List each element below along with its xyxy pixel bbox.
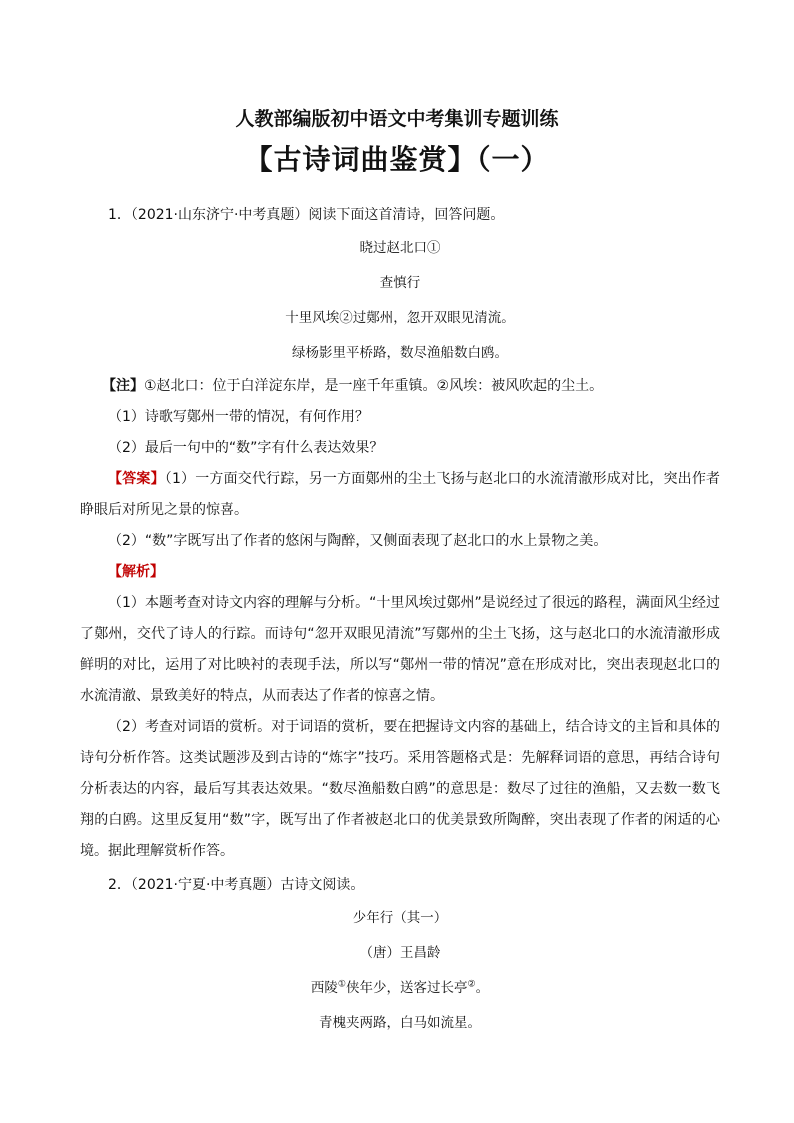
footnote-mark: ① — [337, 979, 346, 990]
page-title: 【古诗词曲鉴赏】（一） — [244, 143, 550, 176]
note-label: 【注】 — [102, 378, 144, 394]
q2-poem-line-1 — [80, 971, 720, 1006]
q1-answer — [80, 464, 720, 526]
q1-poem-line-1: 十里风埃②过鄚州，忽开双眼见清流。 — [285, 310, 515, 326]
q1-sub-question-1: （1）诗歌写鄚州一带的情况，有何作用？ — [108, 409, 369, 425]
analysis-label: 【解析】 — [108, 564, 164, 580]
q1-analysis-1: （1）本题考查对诗文内容的理解与分析。“十里风埃过鄚州”是说经过了很远的路程，满面风尘经过了鄚州，交代了诗人的行踪。而诗句“忽开双眼见清流”写鄚州的尘土飞扬，这与赵北口的水流清澈形成鲜明的对比，运用了对比映衬的表现手法，所以写“鄚州一带的情况”意在形成对比，突出表现赵北口的水流清澈、景致美好的特点，从而表达了作者的惊喜之情。 — [80, 595, 720, 704]
q2-poem-title: 少年行（其一） — [352, 910, 448, 926]
q1-analysis-2: （2）考查对词语的赏析。对于词语的赏析，要在把握诗文内容的基础上，结合诗文的主旨和具体的诗句分析作答。这类试题涉及到古诗的“炼字”技巧。采用答题格式是：先解释词语的意思，再结合诗句分析表达的内容，最后写其表达效果。“数尽渔船数白鸥”的意思是：数尽了过往的渔船，又去数一数飞翔的白鸥。这里反复用“数”字，既写出了作者被赵北口的优美景致所陶醉，突出表现了作者的闲适的心境。据此理解赏析作答。 — [80, 719, 720, 859]
q1-sub-question-2: （2）最后一句中的“数”字有什么表达效果？ — [108, 440, 384, 456]
q1-poem-line-2: 绿杨影里平桥路，数尽渔船数白鸥。 — [292, 345, 508, 361]
q1-analysis-heading — [80, 557, 720, 588]
question-1 — [80, 200, 720, 867]
q2-stem: 2．（2021·宁夏·中考真题）古诗文阅读。 — [108, 877, 365, 893]
q1-note — [80, 371, 720, 402]
answer-label: 【答案】 — [108, 471, 165, 487]
poem-text: 。 — [475, 980, 490, 996]
question-2 — [80, 870, 720, 1041]
q1-poem-author: 查慎行 — [379, 275, 421, 291]
q1-poem-title: 晓过赵北口① — [359, 240, 441, 256]
page-subtitle: 人教部编版初中语文中考集训专题训练 — [235, 108, 559, 130]
q2-poem-author: （唐）王昌龄 — [359, 945, 441, 961]
note-text: ①赵北口：位于白洋淀东岸，是一座千年重镇。②风埃：被风吹起的尘土。 — [144, 378, 604, 394]
poem-text: 侠年少，送客过长亭 — [346, 980, 468, 996]
q2-poem-line-2: 青槐夹两路，白马如流星。 — [319, 1015, 481, 1031]
q1-stem: 1．（2021·山东济宁·中考真题）阅读下面这首清诗，回答问题。 — [108, 207, 505, 223]
q1-answer-2: （2）“数”字既写出了作者的悠闲与陶醉，又侧面表现了赵北口的水上景物之美。 — [108, 533, 608, 549]
footnote-mark: ② — [467, 979, 476, 990]
poem-text: 西陵 — [310, 980, 338, 996]
answer-1: （1）一方面交代行踪，另一方面鄚州的尘土飞扬与赵北口的水流清澈形成对比，突出作者睁眼后对所见之景的惊喜。 — [80, 471, 721, 518]
